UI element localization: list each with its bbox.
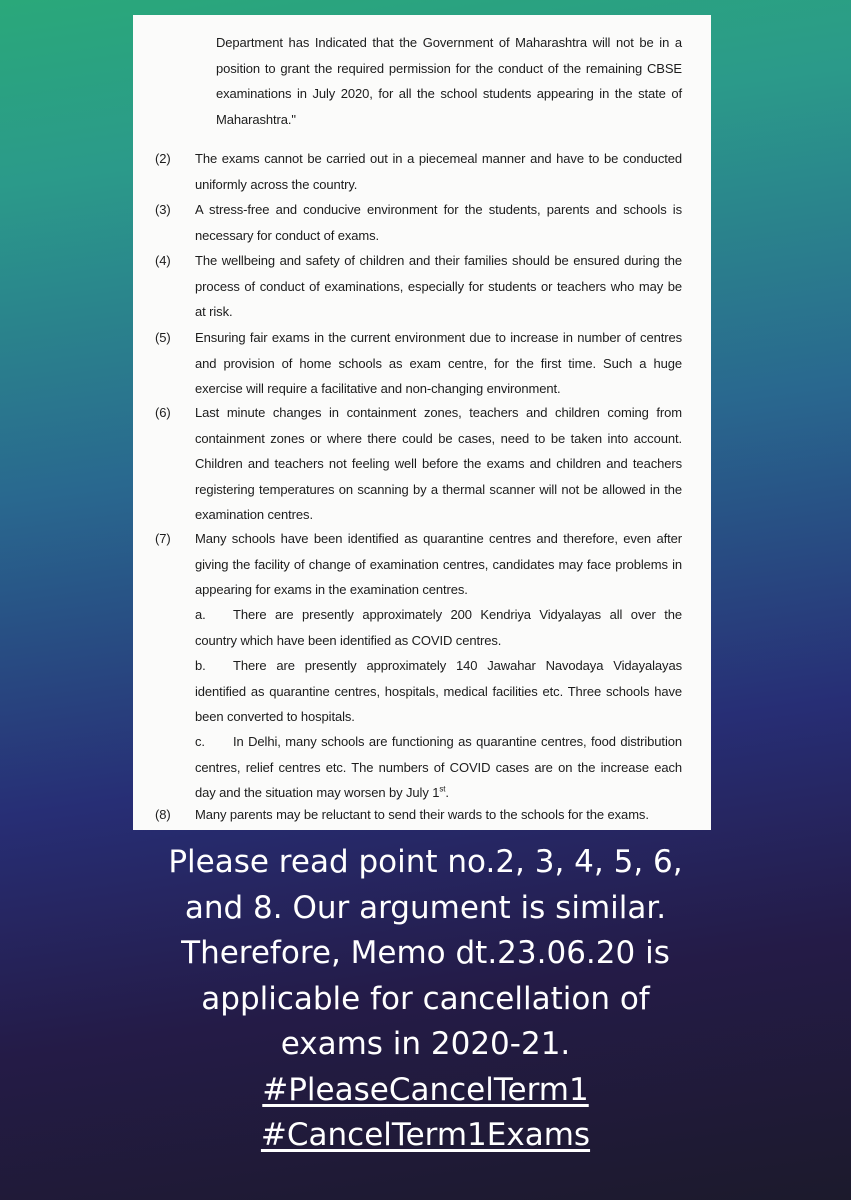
subpoint-letter: b.: [195, 658, 206, 673]
subpoint-text: There are presently approximately 200 Kendriya Vidyalayas all over the country which have been identified as COVID centres.: [195, 607, 682, 648]
point-number: (4): [155, 253, 171, 268]
subpoint-letter: c.: [195, 734, 205, 749]
caption-line: and 8. Our argument is similar.: [184, 889, 667, 926]
caption-line: Please read point no.2, 3, 4, 5, 6,: [168, 844, 683, 880]
caption-line: Therefore, Memo dt.23.06.20 is: [181, 935, 670, 971]
point-number: (7): [155, 531, 171, 546]
point-text: The exams cannot be carried out in a piecemeal manner and have to be conducted uniformly across the country.: [195, 151, 682, 192]
subpoint-text: There are presently approximately 140 Jawahar Navodaya Vidayalayas identified as quarantine centres, hospitals, medical facilities etc. Three schools have been converted to hospitals.: [195, 658, 682, 724]
subpoint-text: In Delhi, many schools are functioning as quarantine centres, food distribution centres, relief centres etc. The numbers of COVID cases are on the increase each day and the situation may worsen by July 1: [195, 734, 682, 800]
point-number: (3): [155, 202, 171, 217]
point-text: A stress-free and conducive environment for the students, parents and schools is necessary for conduct of exams.: [195, 202, 682, 243]
document-subpoint-b: [195, 653, 682, 730]
document-subpoint-a: [195, 602, 682, 653]
caption: [0, 840, 851, 1159]
caption-line: applicable for cancellation of: [201, 980, 650, 1017]
hashtag-link-please-cancel-term1[interactable]: #PleaseCancelTerm1: [262, 1071, 589, 1108]
point-text: Last minute changes in containment zones, teachers and children coming from containment zones or where there could be cases, need to be taken into account. Children and teachers not feeling well before the exams and children and teachers registering temperatures on scanning by a thermal scanner will not be allowed in the examination centres.: [195, 405, 682, 522]
subpoint-letter: a.: [195, 607, 206, 622]
point-text: The wellbeing and safety of children and their families should be ensured during the process of conduct of examinations, especially for students or teachers who may be at risk.: [195, 253, 682, 319]
point-number: (6): [155, 405, 171, 420]
document-intro: Department has Indicated that the Government of Maharashtra will not be in a position to grant the required permission for the conduct of the remaining CBSE examinations in July 2020, for all the school students appearing in the state of Maharashtra.": [216, 35, 682, 127]
point-text: Ensuring fair exams in the current environment due to increase in number of centres and provision of home schools as exam centre, for the first time. Such a huge exercise will require a facilitative and non-changing environment.: [195, 330, 682, 396]
subpoint-superscript: st: [439, 784, 446, 794]
point-number: (5): [155, 330, 171, 345]
hashtag-link-cancel-term1-exams[interactable]: #CancelTerm1Exams: [260, 1117, 591, 1153]
point-number: (8): [155, 807, 171, 822]
point-number: (2): [155, 151, 171, 166]
caption-line: exams in 2020-21.: [280, 1026, 571, 1062]
document-image: [133, 15, 711, 830]
document-subpoint-c: [195, 729, 682, 806]
point-text: Many schools have been identified as quarantine centres and therefore, even after giving the facility of change of examination centres, candidates may face problems in appearing for exams in the examination centres.: [195, 531, 682, 597]
subpoint-tail: .: [445, 785, 449, 800]
point-text: Many parents may be reluctant to send their wards to the schools for the exams.: [195, 807, 649, 822]
